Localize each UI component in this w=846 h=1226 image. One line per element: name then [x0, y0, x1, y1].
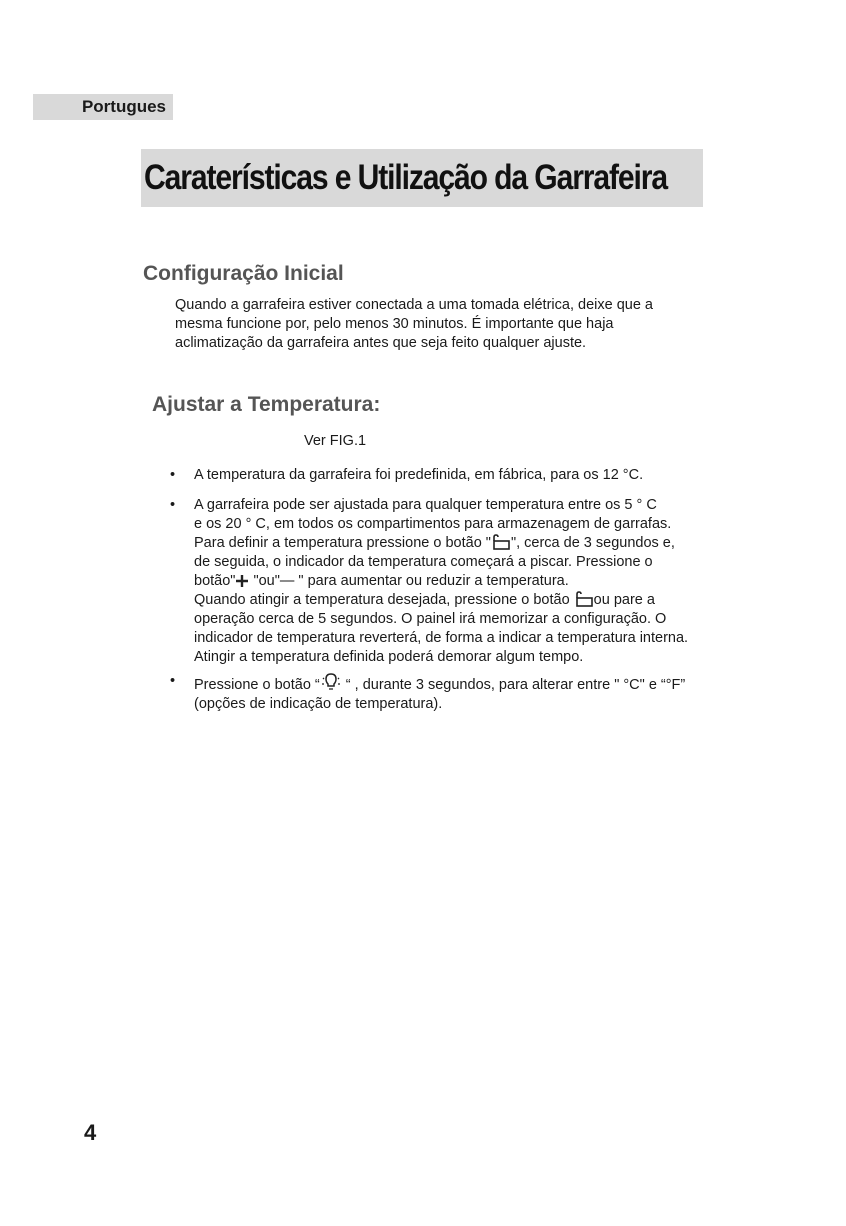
set-lock-icon	[491, 534, 511, 550]
bullet-dot: •	[170, 497, 176, 513]
bullet-text: ou pare a	[593, 592, 655, 608]
bullet-text: indicador de temperatura reverterá, de forma a indicar a temperatura interna.	[194, 630, 689, 646]
figure-reference: Ver FIG.1	[304, 433, 367, 449]
bullet-dot: •	[170, 467, 176, 483]
paragraph-line: mesma funcione por, pelo menos 30 minutos. É importante que haja	[175, 316, 614, 332]
bullet-text: de seguida, o indicador da temperatura começará a piscar. Pressione o	[194, 554, 653, 570]
paragraph-line: Quando a garrafeira estiver conectada a uma tomada elétrica, deixe que a	[175, 297, 653, 313]
bullet-text: operação cerca de 5 segundos. O painel irá memorizar a configuração. O	[194, 611, 667, 627]
bullet-dot: •	[170, 673, 176, 689]
bullet-text: Atingir a temperatura definida poderá demorar algum tempo.	[194, 649, 584, 665]
bullet-text: botão"	[194, 573, 236, 589]
bullet-text: “ , durante 3 segundos, para alterar entre " °C" e “°F”	[341, 677, 686, 693]
bullet-text-line	[194, 572, 688, 591]
section-heading-initial-config: Configuração Inicial	[143, 262, 344, 285]
bullet-text-line	[194, 534, 688, 553]
page-title-box	[141, 149, 703, 207]
bullet-text-line	[194, 591, 688, 610]
bullet-text: "ou"— " para aumentar ou reduzir a temperatura.	[249, 573, 569, 589]
set-lock-icon	[574, 591, 594, 607]
plus-icon	[235, 574, 249, 588]
section-heading-temperature: Ajustar a Temperatura:	[152, 393, 381, 416]
bullet-text: A garrafeira pode ser ajustada para qualquer temperatura entre os 5 ° C	[194, 497, 657, 513]
bullet-text: A temperatura da garrafeira foi predefinida, em fábrica, para os 12 °C.	[194, 467, 644, 483]
light-bulb-icon	[320, 672, 342, 692]
bullet-text: (opções de indicação de temperatura).	[194, 696, 443, 712]
bullet-text-line	[194, 672, 685, 695]
language-tab: Portugues	[33, 94, 173, 120]
bullet-text: Quando atingir a temperatura desejada, pressione o botão	[194, 592, 574, 608]
page-title: Caraterísticas e Utilização da Garrafeira	[144, 158, 668, 197]
bullet-text: Para definir a temperatura pressione o botão "	[194, 535, 491, 551]
page-number: 4	[84, 1120, 97, 1145]
initial-config-paragraph	[175, 296, 653, 353]
bullet-text: ", cerca de 3 segundos e,	[510, 535, 675, 551]
paragraph-line: aclimatização da garrafeira antes que seja feito qualquer ajuste.	[175, 335, 587, 351]
bullet-text: Pressione o botão “	[194, 677, 320, 693]
bullet-text: e os 20 ° C, em todos os compartimentos para armazenagem de garrafas.	[194, 516, 672, 532]
